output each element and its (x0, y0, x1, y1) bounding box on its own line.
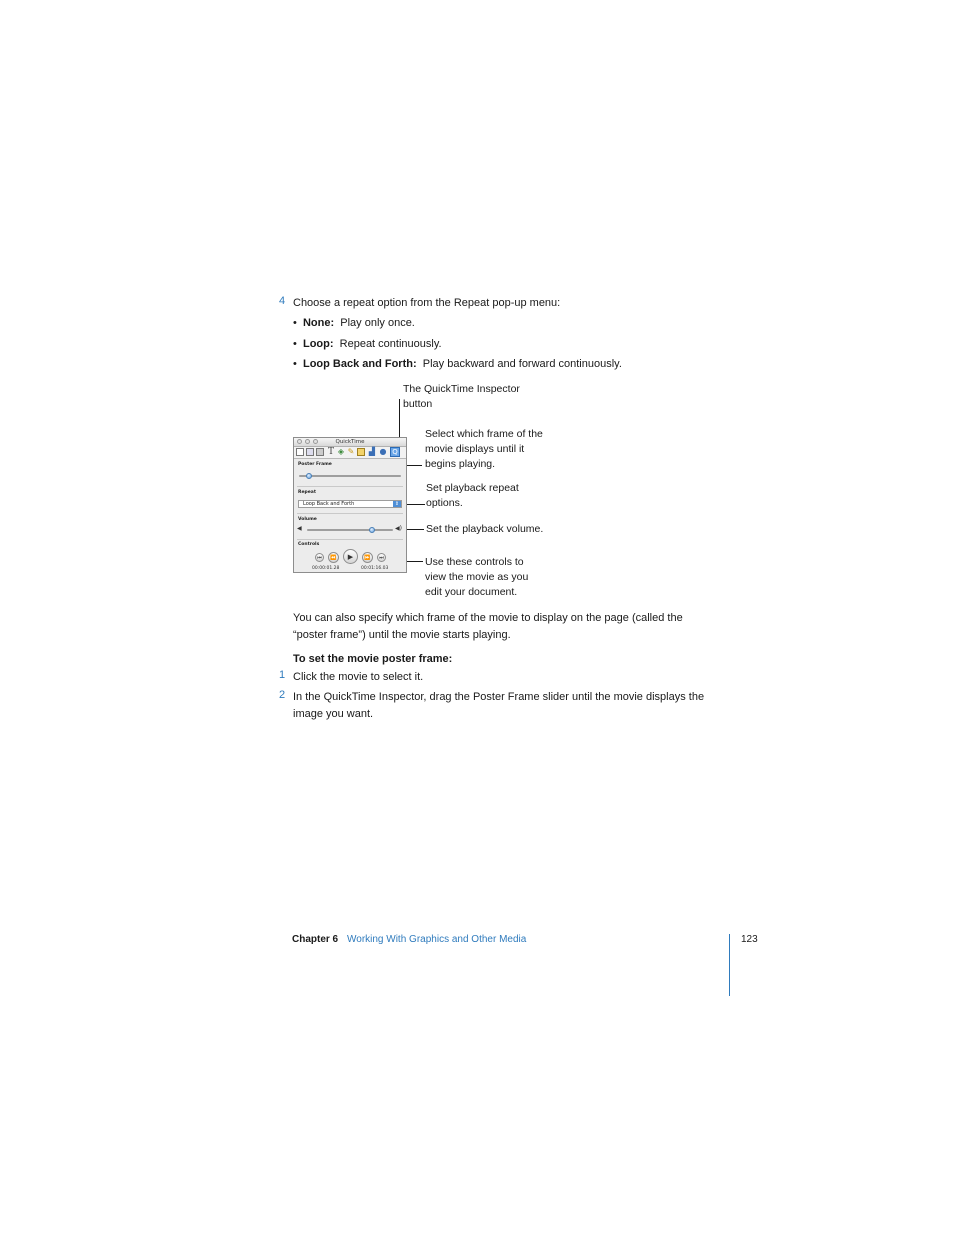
callout-line: edit your document. (425, 586, 518, 598)
callout-line: begins playing. (425, 458, 496, 470)
footer-rule (729, 934, 730, 996)
metrics-inspector-icon[interactable]: ✎ (347, 447, 355, 456)
inspector-toolbar (294, 447, 406, 459)
skip-back-icon[interactable]: ⏮ (315, 553, 324, 562)
current-time: 00:00:01.28 (312, 566, 340, 571)
divider (297, 539, 403, 540)
link-inspector-icon[interactable]: ● (379, 447, 387, 456)
step-number: 4 (279, 295, 286, 307)
volume-slider-knob[interactable] (369, 527, 375, 533)
skip-forward-icon[interactable]: ⏭ (377, 553, 386, 562)
bullet-desc: Play backward and forward continuously. (422, 358, 622, 370)
fast-forward-icon[interactable]: ⏩ (362, 552, 373, 563)
total-time: 00:01:16.03 (361, 566, 389, 571)
callout-line: Select which frame of the (425, 428, 543, 440)
bullet-term: None: (302, 317, 335, 329)
quicktime-inspector-icon[interactable]: Q (390, 447, 400, 457)
volume-slider-track[interactable] (307, 529, 393, 531)
callout-controls (425, 555, 528, 600)
leader-line (405, 529, 424, 530)
wrap-inspector-icon[interactable] (316, 448, 324, 456)
controls-label: Controls (298, 542, 320, 547)
bullet-desc: Play only once. (340, 317, 415, 329)
play-icon[interactable]: ▶ (343, 549, 358, 564)
step-number: 2 (279, 689, 286, 701)
callout-repeat (426, 481, 519, 511)
body-paragraph (293, 610, 683, 644)
rewind-icon[interactable]: ⏪ (328, 552, 339, 563)
step-number: 1 (279, 669, 286, 681)
document-inspector-icon[interactable] (296, 448, 304, 456)
step-line: In the QuickTime Inspector, drag the Poster Frame slider until the movie displays the (293, 691, 705, 703)
volume-label: Volume (298, 517, 317, 522)
paragraph-line: You can also specify which frame of the movie to display on the page (called the (293, 612, 683, 624)
volume-low-icon: ◀ (297, 525, 302, 532)
graphic-inspector-icon[interactable]: ◈ (337, 447, 345, 456)
repeat-popup[interactable] (298, 500, 402, 508)
titlebar (294, 438, 406, 447)
repeat-popup-value: Loop Back and Forth (303, 501, 355, 507)
callout-line: Use these controls to (425, 556, 524, 568)
footer-chapter: Chapter 6 (292, 934, 339, 945)
bullet-term: Loop Back and Forth: (302, 358, 417, 370)
list-item: • Loop Back and Forth: Play backward and forward continuously. (293, 358, 622, 370)
bullet-term: Loop: (302, 337, 334, 350)
callout-poster-frame (425, 427, 543, 472)
step-text: Click the movie to select it. (293, 671, 424, 683)
list-item: • Loop: Repeat continuously. (293, 337, 442, 350)
page-number: 123 (741, 934, 758, 945)
poster-frame-label: Poster Frame (298, 462, 332, 467)
popup-arrows-icon: ⇕ (394, 501, 400, 507)
layout-inspector-icon[interactable] (306, 448, 314, 456)
callout-line: view the movie as you (425, 571, 529, 583)
divider (297, 513, 403, 514)
repeat-label: Repeat (298, 490, 316, 495)
panel-title: QuickTime (335, 439, 365, 445)
list-item: • None: Play only once. (293, 317, 415, 329)
step-text: Choose a repeat option from the Repeat pop-up menu: (293, 297, 561, 309)
volume-high-icon: ◀) (395, 525, 402, 532)
step-text (293, 689, 704, 723)
callout-line: Set playback repeat (426, 482, 519, 494)
text-inspector-icon[interactable]: T (327, 447, 334, 457)
procedure-heading: To set the movie poster frame: (293, 653, 453, 665)
callout-volume: Set the playback volume. (426, 523, 544, 535)
callout-inspector-button (403, 382, 520, 412)
step-line: image you want. (293, 708, 374, 720)
divider (297, 486, 403, 487)
poster-frame-slider-knob[interactable] (306, 473, 312, 479)
callout-line: The QuickTime Inspector (403, 383, 520, 395)
paragraph-line: “poster frame”) until the movie starts playing. (293, 629, 511, 641)
footer-chapter-title: Working With Graphics and Other Media (347, 934, 527, 945)
poster-frame-slider-track[interactable] (299, 475, 401, 477)
quicktime-inspector-panel (293, 437, 407, 573)
bullet-desc: Repeat continuously. (339, 337, 442, 350)
bullet-list (293, 315, 622, 377)
leader-line (404, 504, 425, 505)
table-inspector-icon[interactable] (357, 448, 365, 456)
callout-line: options. (426, 497, 463, 509)
callout-line: movie displays until it (425, 443, 525, 455)
callout-line: button (403, 398, 433, 410)
chart-inspector-icon[interactable]: ▟ (368, 447, 376, 456)
